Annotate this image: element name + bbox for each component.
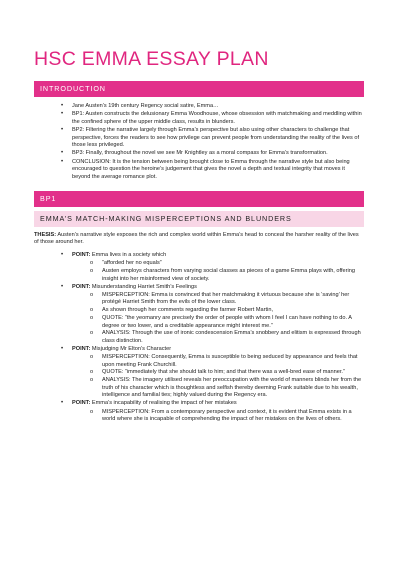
section-heading-bp1: BP1 <box>34 191 364 207</box>
intro-text: CONCLUSION: It is the tension between being brought close to Emma through the narrative style but also being encouraged to question the heroine’s judgement that gives the novel a depth and textual integrity that moves it beyond the average romance plot. <box>72 158 350 180</box>
intro-item <box>34 103 364 110</box>
point-text: Emma’s incapability of realising the impact of her mistakes <box>90 400 237 407</box>
sub-list <box>34 354 364 399</box>
point-item <box>34 252 364 259</box>
intro-text: BP1: Austen constructs the delusionary Emma Woodhouse, whose obsession with matchmaking and meddling within the confined sphere of the upper middle class, results in blunders. <box>72 111 362 125</box>
intro-item <box>34 127 364 149</box>
sub-item: o QUOTE: “immediately that she should talk to him; and that there was a well-bred ease of manner.” <box>34 369 364 376</box>
thesis-label: THESIS: <box>34 232 57 239</box>
intro-item <box>34 159 364 181</box>
intro-text: Jane Austen’s 19th century Regency social satire, Emma… <box>72 103 219 109</box>
point-label: POINT: <box>72 251 91 258</box>
intro-item <box>34 150 364 157</box>
sub-item: o QUOTE: “the yeomanry are precisely the order of people with whom I feel I can have nothing to do. A degree or two lower, and a creditable appearance might interest me.” <box>34 315 364 330</box>
sub-list-wrapper <box>34 354 364 399</box>
sub-list-wrapper <box>34 292 364 345</box>
thesis-paragraph <box>34 232 364 247</box>
point-label: POINT: <box>72 345 91 352</box>
sub-item: o ANALYSIS: The imagery utilised reveals her preoccupation with the world of manners blinds her from the truth of his character which is thoughtless and selfish thereby deeming Frank suitable due to his wealth, intelligence and familial ties; highly valued during the Regency era. <box>34 377 364 399</box>
point-text: Misunderstanding Harriet Smith’s Feelings <box>90 283 197 290</box>
sub-list <box>34 409 364 424</box>
sub-item: o MISPERCEPTION: Emma is convinced that her matchmaking it virtuous because she is ‘saving’ her protégé Harriet Smith from the evils of the lower class. <box>34 292 364 307</box>
sub-item: o “afforded her no equals” <box>34 260 364 267</box>
sub-item: o Austen employs characters from varying social classes as pieces of a game Emma plays with, offering insight into her misinformed view of society. <box>34 268 364 283</box>
sub-item: o MISPERCEPTION: From a contemporary perspective and context, it is evident that Emma exists in a world where she is incapable of comprehending the impact of her mistakes on the lives of others. <box>34 409 364 424</box>
sub-list <box>34 260 364 283</box>
thesis-text: Austen’s narrative style exposes the rich and complex world within Emma’s head to conceal the harsher reality of the lives of those around her. <box>34 232 359 246</box>
points-list <box>34 252 364 423</box>
section-heading-introduction: INTRODUCTION <box>34 81 364 97</box>
intro-text: BP2: Filtering the narrative largely through Emma’s perspective but also using other characters to challenge that perspective, forces the readers to see how privilege can prevent people from understanding the reality of the lives of those less privileged. <box>72 127 359 149</box>
point-label: POINT: <box>72 400 91 407</box>
point-text: Emma lives in a society which <box>90 251 167 258</box>
sub-item: o MISPERCEPTION: Consequently, Emma is susceptible to being seduced by appearance and feels that upon meeting Frank Churchill. <box>34 354 364 369</box>
sub-list-wrapper <box>34 260 364 283</box>
point-item <box>34 346 364 353</box>
sub-item: o ANALYSIS: Through the use of ironic condescension Emma’s snobbery and elitism is expressed through class distinction. <box>34 330 364 345</box>
point-item <box>34 400 364 407</box>
point-label: POINT: <box>72 283 91 290</box>
document-title: HSC EMMA ESSAY PLAN <box>34 48 269 70</box>
intro-text: BP3: Finally, throughout the novel we see Mr Knightley as a moral compass for Emma’s transformation. <box>72 150 328 157</box>
introduction-list <box>34 103 364 181</box>
sub-list <box>34 292 364 345</box>
sub-list-wrapper <box>34 409 364 424</box>
point-item <box>34 284 364 291</box>
point-text: Misjudging Mr Elton’s Character <box>90 345 172 352</box>
intro-item <box>34 111 364 126</box>
subsection-heading: EMMA’S MATCH-MAKING MISPERCEPTIONS AND BLUNDERS <box>34 211 364 227</box>
sub-item: o As shown through her comments regarding the farmer Robert Martin, <box>34 307 364 314</box>
